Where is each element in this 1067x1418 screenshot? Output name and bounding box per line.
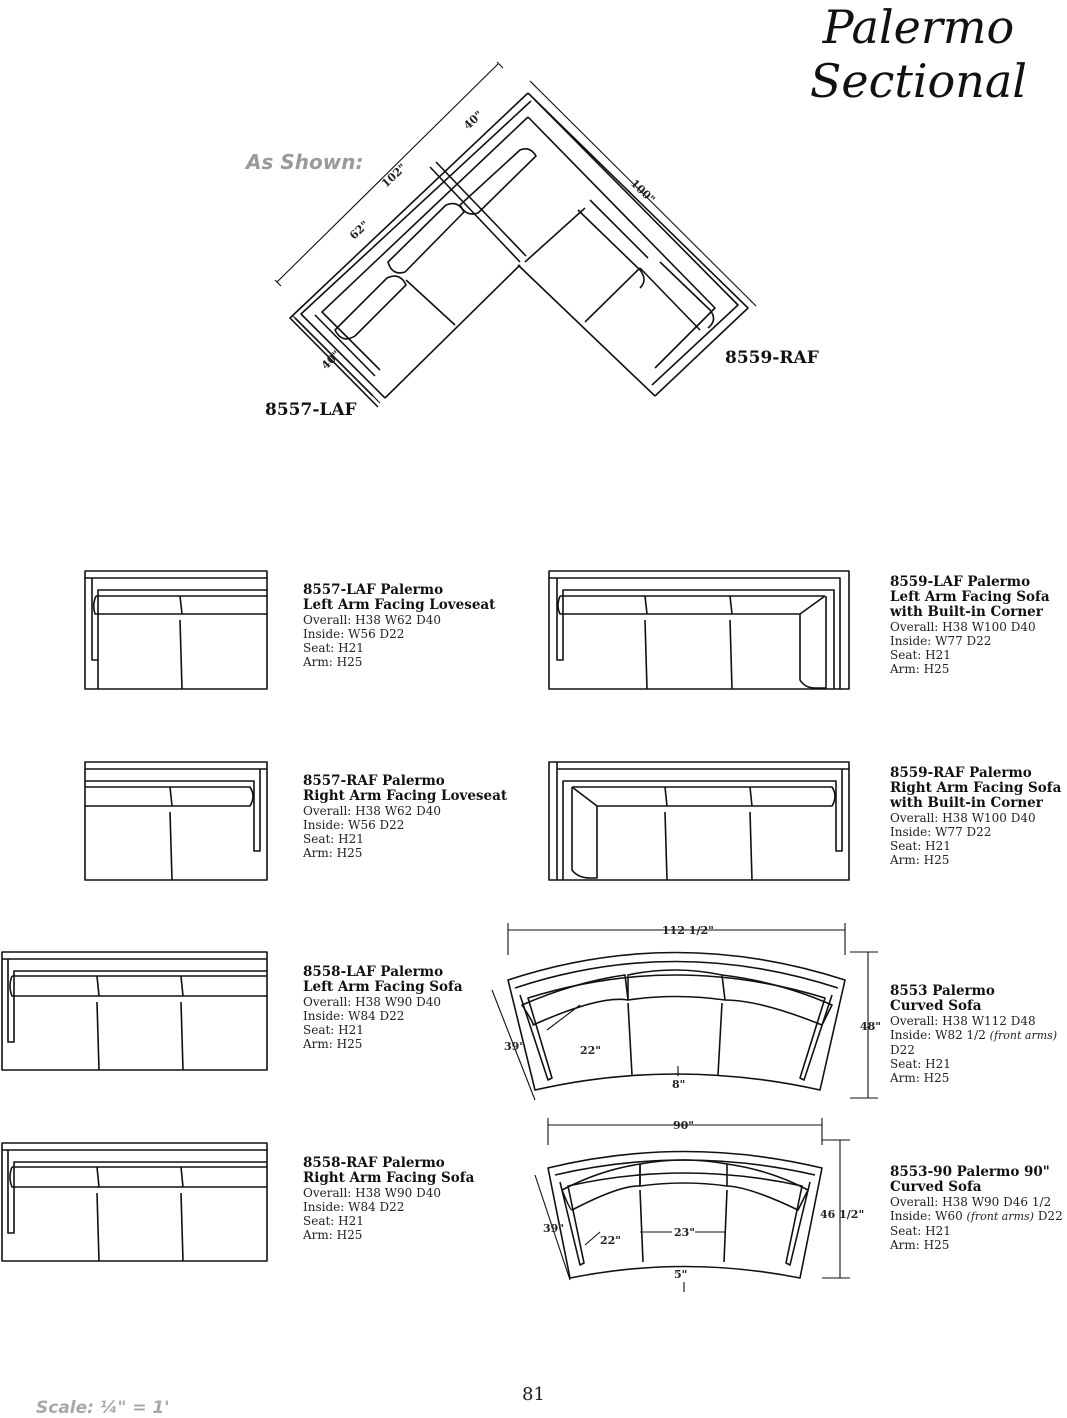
dim-8553-front: 8" — [672, 1078, 686, 1091]
spec-name-1: 8559-RAF Palermo — [890, 765, 1032, 781]
spec-name-1: 8558-RAF Palermo — [303, 1155, 445, 1171]
dim-855390-width: 90" — [673, 1119, 695, 1132]
drawing-8558-raf — [2, 1143, 267, 1261]
spec-name-1: 8557-RAF Palermo — [303, 773, 445, 789]
spec-inside-note: (front arms) — [966, 1210, 1034, 1223]
dim-8553-seat: 22" — [580, 1044, 602, 1057]
spec-arm: Arm: H25 — [303, 1228, 363, 1242]
drawing-8558-laf — [2, 952, 267, 1070]
spec-inside-main: Inside: W60 — [890, 1209, 963, 1223]
spec-name-2: Right Arm Facing Sofa — [303, 1170, 475, 1186]
spec-inside: Inside: W77 D22 — [890, 634, 992, 648]
spec-name-2: Curved Sofa — [890, 1179, 982, 1195]
spec-arm: Arm: H25 — [890, 1238, 950, 1252]
spec-8559-laf — [890, 575, 1050, 676]
sectional-left-label: 8557-LAF — [265, 400, 357, 420]
spec-name-1: 8553-90 Palermo 90" — [890, 1164, 1050, 1180]
spec-overall: Overall: H38 W90 D40 — [303, 995, 441, 1009]
spec-8557-raf — [303, 774, 507, 860]
spec-overall: Overall: H38 W62 D40 — [303, 613, 441, 627]
spec-8559-raf — [890, 766, 1061, 867]
spec-name-2: Right Arm Facing Loveseat — [303, 788, 508, 804]
dim-40-left: 40" — [318, 348, 344, 373]
scale-note: Scale: ¼" = 1' — [36, 1398, 170, 1418]
dim-855390-left: 39" — [543, 1222, 565, 1235]
as-shown-label: As Shown: — [246, 150, 364, 174]
spec-seat: Seat: H21 — [890, 1224, 951, 1238]
dim-100: 100" — [627, 176, 658, 207]
spec-seat: Seat: H21 — [303, 641, 364, 655]
spec-inside-depth: D22 — [890, 1043, 915, 1057]
spec-overall: Overall: H38 W112 D48 — [890, 1014, 1036, 1028]
spec-name-2: Left Arm Facing Sofa — [303, 979, 463, 995]
spec-seat: Seat: H21 — [303, 1214, 364, 1228]
spec-seat: Seat: H21 — [890, 648, 951, 662]
drawing-8553-90-curved — [548, 1152, 822, 1279]
sectional-right-label: 8559-RAF — [725, 348, 819, 368]
spec-inside: Inside: W84 D22 — [303, 1009, 405, 1023]
spec-8553 — [890, 984, 1067, 1085]
dim-8553-width: 112 1/2" — [662, 924, 714, 937]
spec-inside-main: Inside: W82 1/2 — [890, 1028, 986, 1042]
spec-inside: Inside: W84 D22 — [303, 1200, 405, 1214]
spec-inside — [890, 1028, 1067, 1057]
spec-overall: Overall: H38 W100 D40 — [890, 620, 1036, 634]
title-line-1: Palermo — [822, 0, 1015, 54]
spec-inside: Inside: W56 D22 — [303, 818, 405, 832]
spec-overall: Overall: H38 W90 D46 1/2 — [890, 1195, 1052, 1209]
spec-8557-laf — [303, 583, 495, 669]
spec-seat: Seat: H21 — [890, 1057, 951, 1071]
spec-overall: Overall: H38 W62 D40 — [303, 804, 441, 818]
spec-8558-raf — [303, 1156, 474, 1242]
sectional-diagram — [290, 93, 748, 407]
spec-inside: Inside: W56 D22 — [303, 627, 405, 641]
spec-8558-laf — [303, 965, 463, 1051]
spec-seat: Seat: H21 — [890, 839, 951, 853]
spec-name-1: 8558-LAF Palermo — [303, 964, 444, 980]
spec-seat: Seat: H21 — [303, 832, 364, 846]
drawing-8557-laf — [85, 571, 267, 689]
spec-inside-depth: D22 — [1037, 1209, 1063, 1223]
title-line-2: Sectional — [809, 54, 1027, 108]
spec-arm: Arm: H25 — [890, 1071, 950, 1085]
spec-arm: Arm: H25 — [890, 853, 950, 867]
spec-name-2: Left Arm Facing Sofa — [890, 589, 1050, 605]
dim-102: 102" — [379, 161, 410, 191]
spec-name-1: 8553 Palermo — [890, 983, 995, 999]
dim-855390-seat: 22" — [600, 1234, 622, 1247]
spec-seat: Seat: H21 — [303, 1023, 364, 1037]
spec-name-3: with Built-in Corner — [890, 604, 1043, 620]
spec-overall: Overall: H38 W90 D40 — [303, 1186, 441, 1200]
dim-40-top: 40" — [461, 108, 486, 133]
spec-name-1: 8557-LAF Palermo — [303, 582, 444, 598]
spec-name-1: 8559-LAF Palermo — [890, 574, 1031, 590]
spec-overall: Overall: H38 W100 D40 — [890, 811, 1036, 825]
dim-8553-left: 39" — [504, 1040, 526, 1053]
dim-62: 62" — [347, 218, 372, 243]
drawing-8557-raf — [85, 762, 267, 880]
spec-inside-note: (front arms) — [989, 1029, 1058, 1042]
spec-inside — [890, 1209, 1067, 1224]
drawing-8559-laf — [549, 571, 849, 689]
spec-arm: Arm: H25 — [890, 662, 950, 676]
spec-arm: Arm: H25 — [303, 655, 363, 669]
spec-name-2: Right Arm Facing Sofa — [890, 780, 1062, 796]
dim-855390-mid: 23" — [674, 1226, 696, 1239]
dim-855390-front: 5" — [674, 1268, 688, 1281]
dim-8553-depth: 48" — [860, 1020, 882, 1033]
spec-arm: Arm: H25 — [303, 846, 363, 860]
spec-arm: Arm: H25 — [303, 1037, 363, 1051]
spec-name-3: with Built-in Corner — [890, 795, 1043, 811]
spec-8553-90 — [890, 1165, 1067, 1252]
spec-inside: Inside: W77 D22 — [890, 825, 992, 839]
drawing-8559-raf — [549, 762, 849, 880]
spec-name-2: Curved Sofa — [890, 998, 982, 1014]
dim-855390-depth: 46 1/2" — [820, 1208, 865, 1221]
page-number: 81 — [522, 1384, 545, 1405]
spec-name-2: Left Arm Facing Loveseat — [303, 597, 496, 613]
